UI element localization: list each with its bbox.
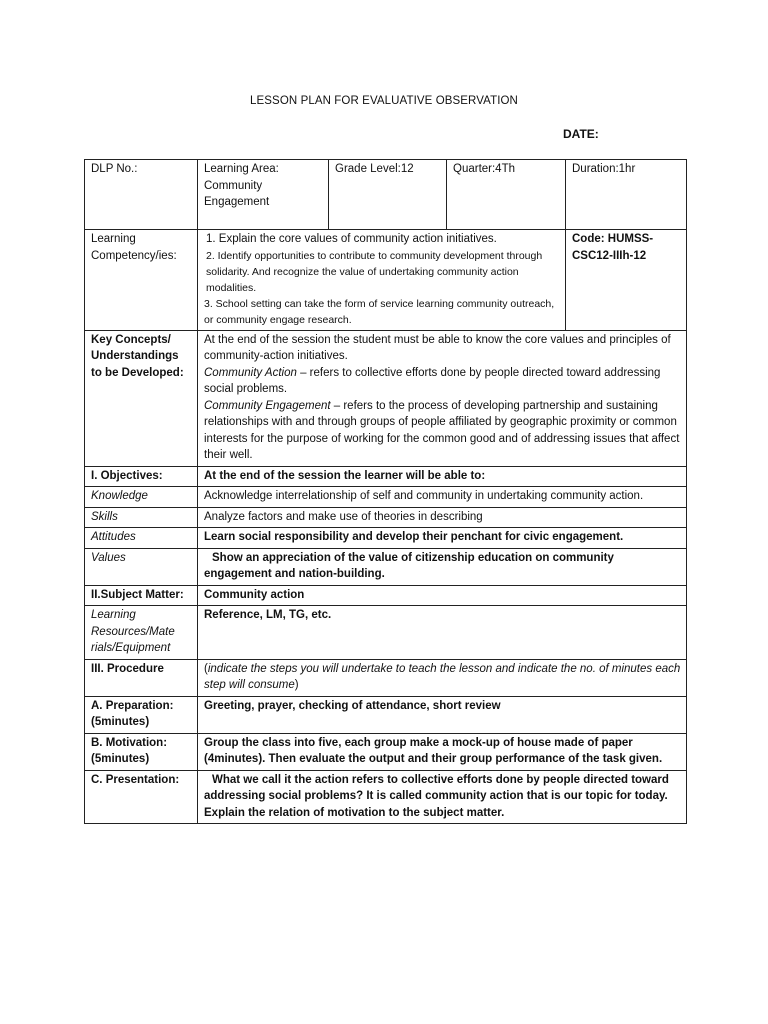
subject-matter-value: Community action: [204, 588, 305, 601]
procedure-note-close: ): [294, 679, 299, 691]
preparation-text: Greeting, prayer, checking of attendance, short review: [204, 699, 501, 712]
resources-label-cell: [85, 606, 198, 660]
attitudes-label-cell: [85, 528, 198, 549]
subject-matter-label: II.Subject Matter:: [91, 588, 184, 601]
learning-area-label: Learning Area:: [204, 163, 279, 175]
competency-label-1: Learning: [91, 233, 136, 245]
resources-label-1: Learning: [91, 609, 136, 621]
learning-area-value-1: Community: [204, 179, 263, 192]
knowledge-text: Acknowledge interrelationship of self and community in undertaking community action.: [204, 490, 644, 502]
lesson-plan-table: [84, 159, 687, 824]
skills-cell: [198, 507, 687, 528]
grade-level-cell: [329, 160, 447, 230]
knowledge-label-cell: [85, 487, 198, 508]
subject-matter-row: [85, 585, 687, 606]
presentation-cell: [198, 770, 687, 824]
learning-area-cell: [198, 160, 329, 230]
competency-label-cell: [85, 230, 198, 331]
attitudes-text: Learn social responsibility and develop their penchant for civic engagement.: [204, 531, 624, 543]
resources-label-3: rials/Equipment: [91, 642, 171, 654]
motivation-cell: [198, 733, 687, 770]
values-row: [85, 548, 687, 585]
learning-area-value-2: Engagement: [204, 196, 270, 208]
subject-matter-label-cell: [85, 585, 198, 606]
resources-value: Reference, LM, TG, etc.: [204, 609, 332, 621]
objectives-intro-cell: [198, 466, 687, 487]
objectives-intro: At the end of the session the learner will be able to:: [204, 469, 486, 482]
resources-row: [85, 606, 687, 660]
dlp-no-cell: [85, 160, 198, 230]
competency-item-3: 3. School setting can take the form of service learning community outreach, or community engage research.: [204, 297, 555, 326]
resources-cell: [198, 606, 687, 660]
key-concepts-label-2: Understandings: [91, 350, 179, 362]
community-engagement-term: Community Engagement: [204, 399, 331, 412]
competency-code: Code: HUMSS-CSC12-IIIh-12: [572, 233, 654, 262]
competency-row: [85, 230, 687, 331]
attitudes-row: [85, 528, 687, 549]
key-concepts-label-cell: [85, 330, 198, 466]
procedure-label: III. Procedure: [91, 662, 164, 675]
resources-label-2: Resources/Mate: [91, 625, 175, 638]
key-concepts-label-3: to be Developed:: [91, 366, 184, 379]
quarter: Quarter:4Th: [453, 163, 515, 175]
objectives-label: I. Objectives:: [91, 469, 163, 482]
dlp-no-label: DLP No.:: [91, 163, 138, 175]
competency-item-1: 1. Explain the core values of community action initiatives.: [206, 233, 497, 245]
procedure-note-cell: [198, 659, 687, 696]
community-action-definition: [204, 365, 681, 398]
community-action-text: – refers to collective efforts done by people directed toward addressing social problems.: [204, 366, 661, 395]
community-action-term: Community Action: [204, 366, 297, 379]
motivation-text: Group the class into five, each group make a mock-up of house made of paper (4minutes). Then evaluate the output and their group performance of the task given.: [204, 736, 663, 765]
procedure-note: indicate the steps you will undertake to teach the lesson and indicate the no. of minutes each step will consume: [204, 662, 681, 691]
presentation-label-cell: [85, 770, 198, 824]
duration: Duration:1hr: [572, 163, 636, 175]
motivation-label-cell: [85, 733, 198, 770]
motivation-minutes: (5minutes): [91, 753, 150, 765]
knowledge-row: [85, 487, 687, 508]
procedure-row: [85, 659, 687, 696]
attitudes-label: Attitudes: [91, 531, 136, 543]
presentation-row: [85, 770, 687, 824]
skills-label-cell: [85, 507, 198, 528]
preparation-label: A. Preparation:: [91, 699, 174, 712]
community-engagement-text: – refers to the process of developing partnership and sustaining relationships with and through groups of people affiliated by geographic proximity or common interests for the purpose of working for the common good and of addressing issues that affect their well.: [204, 399, 680, 461]
skills-label: Skills: [91, 510, 118, 523]
knowledge-label: Knowledge: [91, 490, 148, 502]
procedure-note-open: (: [204, 662, 208, 675]
values-label-cell: [85, 548, 198, 585]
quarter-cell: [447, 160, 566, 230]
presentation-text: What we call it the action refers to collective efforts done by people directed toward addressing social problems? It is called community action that is our topic for today. Explain the relation of motivation to the subject matter.: [204, 773, 669, 819]
competency-items-cell: [198, 230, 566, 331]
presentation-label: C. Presentation:: [91, 773, 180, 786]
attitudes-cell: [198, 528, 687, 549]
preparation-row: [85, 696, 687, 733]
preparation-minutes: (5minutes): [91, 716, 150, 728]
values-label: Values: [91, 551, 126, 564]
key-concepts-row: [85, 330, 687, 466]
preparation-cell: [198, 696, 687, 733]
competency-label-2: Competency/ies:: [91, 249, 177, 262]
subject-matter-cell: [198, 585, 687, 606]
procedure-label-cell: [85, 659, 198, 696]
competency-item-2: 2. Identify opportunities to contribute to community development through solidarity. And recognize the value of undertaking community action modalities.: [206, 249, 543, 294]
preparation-label-cell: [85, 696, 198, 733]
grade-level: Grade Level:12: [335, 163, 414, 175]
community-engagement-definition: [204, 398, 681, 464]
skills-row: [85, 507, 687, 528]
date-label: DATE:: [563, 127, 599, 141]
values-cell: [198, 548, 687, 585]
objectives-label-cell: [85, 466, 198, 487]
skills-text: Analyze factors and make use of theories in describing: [204, 510, 483, 523]
key-concepts-content-cell: [198, 330, 687, 466]
key-concepts-label-1: Key Concepts/: [91, 333, 171, 346]
motivation-row: [85, 733, 687, 770]
document-title: LESSON PLAN FOR EVALUATIVE OBSERVATION: [250, 95, 518, 107]
key-concepts-intro: At the end of the session the student must be able to know the core values and principles of community-action initiatives.: [204, 333, 671, 362]
knowledge-cell: [198, 487, 687, 508]
objectives-row: [85, 466, 687, 487]
motivation-label: B. Motivation:: [91, 736, 168, 749]
duration-cell: [566, 160, 687, 230]
values-text: Show an appreciation of the value of citizenship education on community engagement and nation-building.: [204, 551, 614, 580]
competency-code-cell: [566, 230, 687, 331]
header-row: [85, 160, 687, 230]
